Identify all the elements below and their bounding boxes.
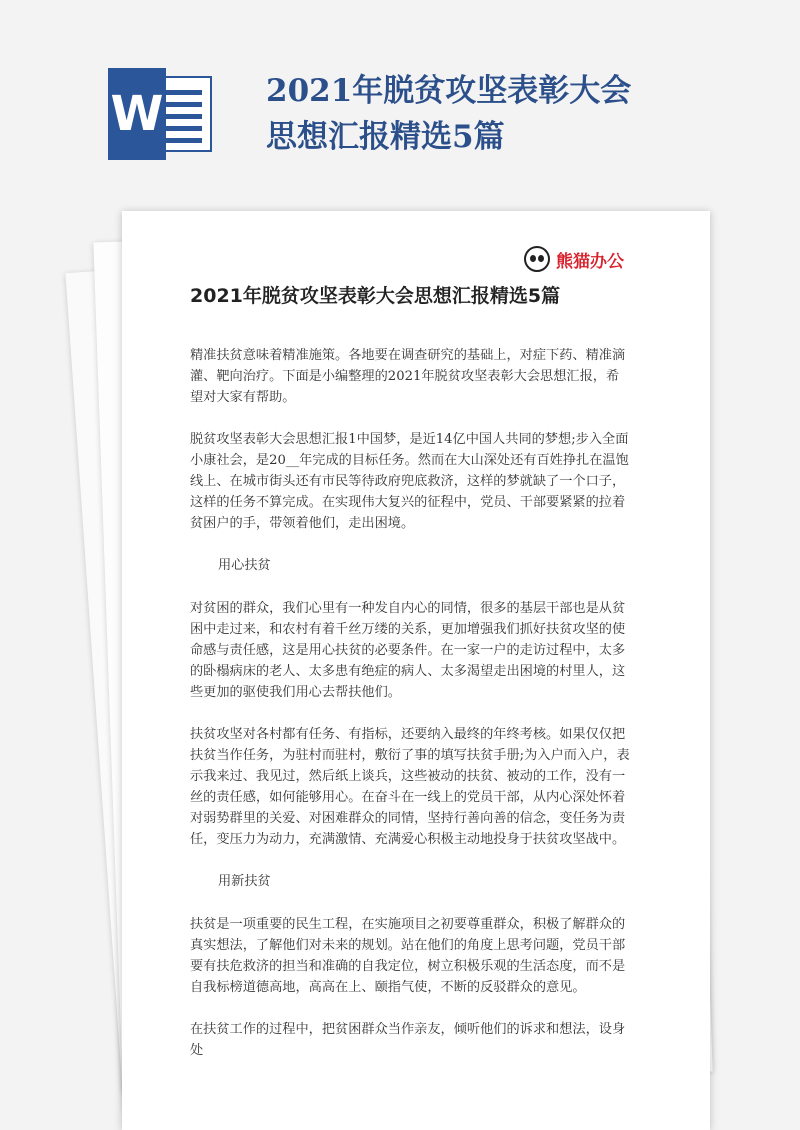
paragraph: 脱贫攻坚表彰大会思想汇报1中国梦，是近14亿中国人共同的梦想;步入全面小康社会，是20__年完成的目标任务。然而在大山深处还有百姓挣扎在温饱线上、在城市街头还有市民等待政府兜底救济，这样的梦就缺了一个口子，这样的任务不算完成。在实现伟大复兴的征程中，党员、干部要紧紧的拉着贫困户的手，带领着他们，走出困境。 — [190, 432, 629, 531]
page-title-line-2: 思想汇报精选5篇 — [266, 119, 505, 155]
document-title: 2021年脱贫攻坚表彰大会思想汇报精选5篇 — [190, 285, 561, 307]
paragraph: 对贫困的群众，我们心里有一种发自内心的同情，很多的基层干部也是从贫困中走过来，和农村有着千丝万缕的关系，更加增强我们抓好扶贫攻坚的使命感与责任感，这是用心扶贫的必要条件。在一家一户的走访过程中，太多的卧榻病床的老人、太多患有绝症的病人、太多渴望走出困境的村里人，这些更加的驱使我们用心去帮扶他们。 — [190, 601, 626, 700]
paragraph: 精准扶贫意味着精准施策。各地要在调查研究的基础上，对症下药、精准滴灌、靶向治疗。下面是小编整理的2021年脱贫攻坚表彰大会思想汇报，希望对大家有帮助。 — [190, 348, 626, 405]
brand-logo — [524, 244, 624, 274]
section-heading: 用心扶贫 — [218, 558, 271, 573]
section-heading: 用新扶贫 — [218, 874, 271, 889]
paragraph: 在扶贫工作的过程中，把贫困群众当作亲友，倾听他们的诉求和想法，设身处 — [190, 1022, 626, 1058]
page-title-line-1: 2021年脱贫攻坚表彰大会 — [266, 73, 632, 109]
paragraph: 扶贫是一项重要的民生工程，在实施项目之初要尊重群众，积极了解群众的真实想法，了解他们对未来的规划。站在他们的角度上思考问题，党员干部要有扶危救济的担当和准确的自我定位，树立积极乐观的生活态度，而不是自我标榜道德高地，高高在上、颐指气使，不断的反驳群众的意见。 — [190, 917, 626, 995]
panda-icon — [524, 246, 550, 272]
document-body — [190, 345, 630, 1082]
word-document-icon — [108, 68, 214, 160]
paragraph: 扶贫攻坚对各村都有任务、有指标，还要纳入最终的年终考核。如果仅仅把扶贫当作任务，为驻村而驻村，敷衍了事的填写扶贫手册;为入户而入户，表示我来过、我见过，然后纸上谈兵，这些被动的扶贫、被动的工作，没有一丝的责任感，如何能够用心。在奋斗在一线上的党员干部，从内心深处怀着对弱势群里的关爱、对困难群众的同情，坚持行善向善的信念，变任务为责任，变压力为动力，充满激情、充满爱心积极主动地投身于扶贫攻坚战中。 — [190, 727, 630, 847]
page-title — [266, 68, 786, 160]
brand-name: 熊猫办公 — [556, 251, 624, 272]
document-page — [122, 211, 710, 1130]
word-letter-badge: W — [108, 68, 166, 160]
